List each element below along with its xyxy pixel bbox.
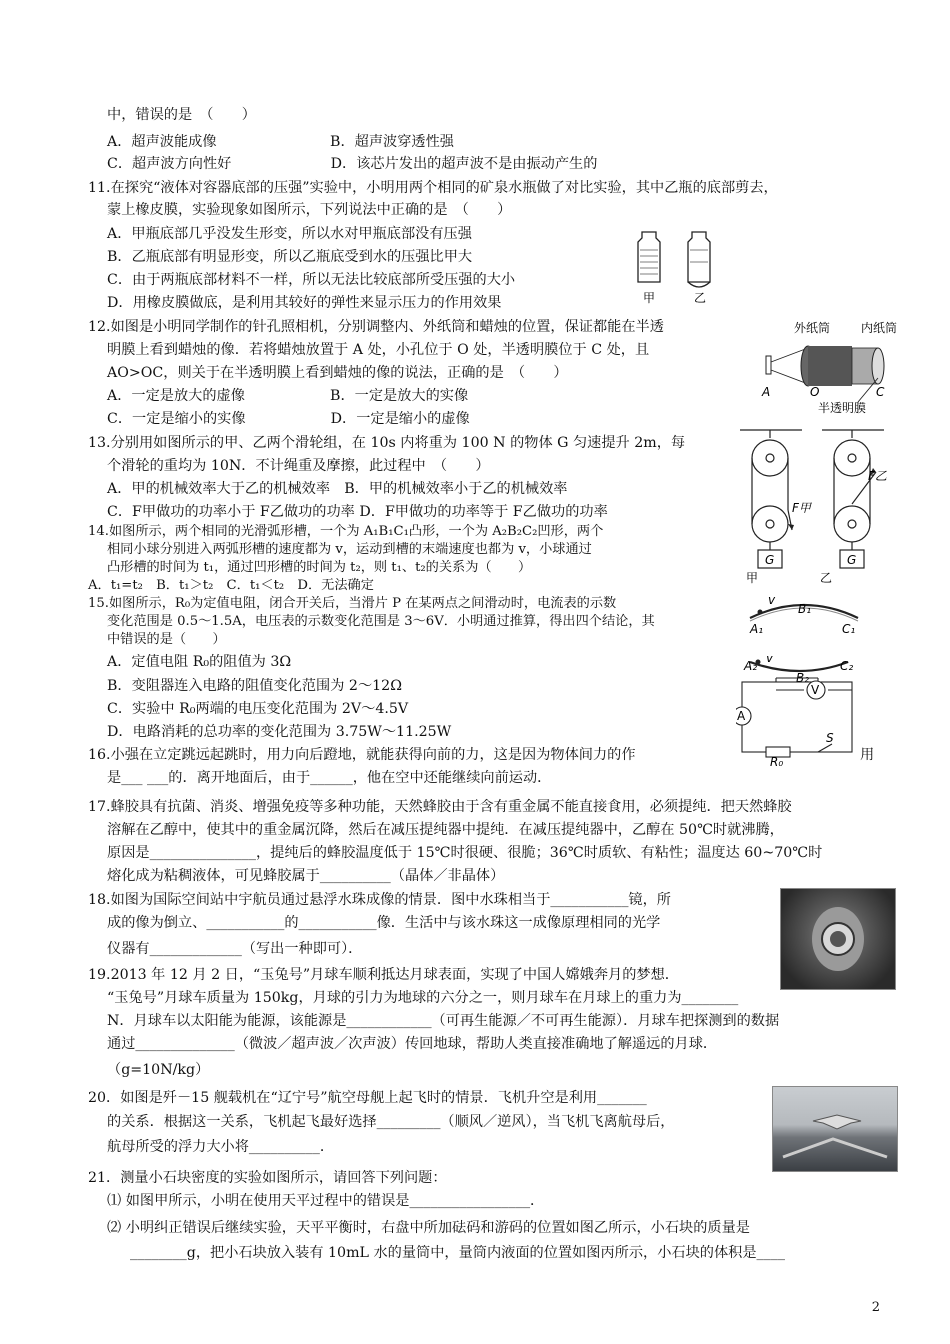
q15-option-d: D．电路消耗的总功率的变化范围为 3.75W～11.25W	[107, 724, 452, 740]
astronaut-water-sphere-photo	[780, 888, 896, 990]
q15-option-b: B．变阻器连入电路的阻值变化范围为 2～12Ω	[107, 678, 402, 694]
c1-label: C₁	[842, 622, 856, 636]
q14-options: A．t₁=t₂ B．t₁＞t₂ C．t₁＜t₂ D．无法确定	[88, 578, 374, 593]
circuit-figure	[736, 656, 866, 766]
membrane-label: 半透明膜	[818, 401, 867, 414]
weight-g-left: G	[765, 553, 775, 567]
pinhole-camera-figure	[758, 318, 928, 414]
a1-label: A₁	[750, 622, 764, 636]
point-c-label: C	[876, 385, 885, 399]
q11-option-d: D．用橡皮膜做底，是利用其较好的弹性来显示压力的作用效果	[107, 295, 502, 311]
bottles-figure	[632, 226, 732, 306]
q12-options-cd: C．一定是缩小的实像 D．一定是缩小的虚像	[107, 411, 470, 427]
q19-stem: 19.2013 年 12 月 2 日，“玉兔号”月球车顺利抵达月球表面，实现了中国人嫦娥奔月的梦想．	[88, 967, 679, 983]
q17-stem-cont3: 熔化成为粘稠液体，可见蜂胶属于__________（晶体／非晶体）	[107, 868, 505, 884]
q12-stem-cont: 明膜上看到蜡烛的像．若将蜡烛放置于 A 处，小孔位于 O 处，半透明膜位于 C 处，且	[107, 342, 650, 358]
ammeter-label: A	[737, 709, 746, 723]
q13-options-cd: C．F甲做功的功率小于 F乙做功的功率 D．F甲做功的功率等于 F乙做功的功率	[107, 504, 608, 520]
q19-stem-cont: “玉兔号”月球车质量为 150kg，月球的引力为地球的六分之一，则月球车在月球上的重力为________	[107, 990, 739, 1006]
q14-stem: 14.如图所示，两个相同的光滑弧形槽，一个为 A₁B₁C₁凸形，一个为 A₂B₂C₂凹形，两个	[88, 524, 604, 539]
q12-stem-cont2: AO>OC，则关于在半透明膜上看到蜡烛的像的说法，正确的是 （ ）	[107, 365, 568, 381]
q21-part2-cont: ________g，把小石块放入装有 10mL 水的量筒中，量筒内液面的位置如图丙所示，小石块的体积是____	[130, 1245, 785, 1261]
circuit-drawing	[736, 656, 866, 766]
force-jia-label: F甲	[792, 501, 811, 515]
q15-option-c: C．实验中 R₀两端的电压变化范围为 2V～4.5V	[107, 701, 409, 717]
outer-tube-label: 外纸筒	[794, 321, 831, 335]
q13-options-ab: A．甲的机械效率大于乙的机械效率 B．甲的机械效率小于乙的机械效率	[107, 481, 568, 497]
page-number: 2	[871, 1300, 880, 1315]
q15-stem-cont: 变化范围是 0.5～1.5A，电压表的示数变化范围是 3～6V．小明通过推算，得出四个结论，其	[107, 614, 655, 629]
q21-stem: 21．测量小石块密度的实验如图所示，请回答下列问题：	[88, 1170, 447, 1186]
b2-label: B₂	[796, 671, 810, 685]
q13-stem: 13.分别用如图所示的甲、乙两个滑轮组，在 10s 内将重为 100 N 的物体 G 匀速提升 2m，每	[88, 435, 686, 451]
q16-stem-tail: 用	[860, 747, 875, 763]
q18-stem: 18.如图为国际空间站中宇航员通过悬浮水珠成像的情景．图中水珠相当于___________镜，所	[88, 892, 671, 908]
inner-tube-label: 内纸筒	[861, 321, 898, 335]
q19-unit-note: （g=10N/kg）	[107, 1062, 210, 1078]
q12-stem: 12.如图是小明同学制作的针孔照相机，分别调整内、外纸筒和蜡烛的位置，保证都能在半透	[88, 319, 664, 335]
astronaut-face-drawing	[781, 889, 895, 989]
q17-stem-cont: 溶解在乙醇中，使其中的重金属沉降，然后在减压提纯器中提纯．在减压提纯器中，乙醇在 50℃时就沸腾，	[107, 822, 784, 838]
q14-stem-cont: 相同小球分别进入两弧形槽的速度都为 v，运动到槽的末端速度也都为 v，小球通过	[107, 542, 592, 557]
q20-stem: 20．如图是歼－15 舰载机在“辽宁号”航空母舰上起飞时的情景．飞机升空是利用_______	[88, 1090, 647, 1106]
voltmeter-label: V	[811, 683, 820, 697]
q15-stem: 15.如图所示，R₀为定值电阻，闭合开关后，当滑片 P 在某两点之间滑动时，电流表的示数	[88, 596, 617, 611]
bottle-yi-label: 乙	[694, 291, 707, 305]
carrier-aircraft-photo	[772, 1086, 898, 1172]
weight-g-right: G	[847, 553, 857, 567]
q18-stem-cont: 成的像为倒立、___________的___________像．生活中与该水珠这一成像原理相同的光学	[107, 915, 661, 931]
velocity-label-top: v	[768, 596, 776, 607]
q14-stem-cont2: 凸形槽的时间为 t₁，通过凹形槽的时间为 t₂，则 t₁、t₂的关系为（ ）	[107, 560, 532, 575]
bottles-drawing	[632, 226, 732, 306]
a2-label: A₂	[744, 659, 758, 673]
pulleys-drawing	[736, 424, 896, 584]
q11-option-c: C．由于两瓶底部材料不一样，所以无法比较底部所受压强的大小	[107, 272, 516, 288]
q17-stem-cont2: 原因是_______________，提纯后的蜂胶温度低于 15℃时很硬、很脆；36℃时质软、有粘性；温度达 60~70℃时	[107, 845, 823, 861]
q15-option-a: A．定值电阻 R₀的阻值为 3Ω	[107, 654, 292, 670]
q19-stem-cont2: N．月球车以太阳能为能源，该能源是____________（可再生能源／不可再生能源）．月球车把探测到的数据	[107, 1013, 780, 1029]
q11-stem: 11.在探究“液体对容器底部的压强”实验中，小明用两个相同的矿泉水瓶做了对比实验，其中乙瓶的底部剪去，	[88, 180, 778, 196]
q20-stem-cont: 的关系．根据这一关系，飞机起飞最好选择_________（顺风／逆风），当飞机飞离航母后，	[107, 1114, 675, 1130]
r0-label: R₀	[770, 755, 784, 766]
force-yi-label: F乙	[868, 469, 887, 483]
carrier-deck-drawing	[773, 1087, 897, 1171]
q11-option-b: B．乙瓶底部有明显形变，所以乙瓶底受到水的压强比甲大	[107, 249, 473, 265]
point-a-label: A	[762, 385, 771, 399]
pulleys-figure	[736, 424, 896, 584]
q21-part1: ⑴ 如图甲所示，小明在使用天平过程中的错误是_________________．	[107, 1193, 545, 1209]
point-o-label: O	[810, 385, 820, 399]
pulley-yi-label: 乙	[820, 571, 833, 584]
q15-stem-cont2: 中错误的是（ ）	[107, 632, 226, 647]
q21-part2: ⑵ 小明纠正错误后继续实验，天平平衡时，右盘中所加砝码和游码的位置如图乙所示，小石块的质量是	[107, 1220, 750, 1236]
q11-stem-cont: 蒙上橡皮膜，实验现象如图所示，下列说法中正确的是 （ ）	[107, 202, 512, 218]
switch-label: S	[826, 731, 834, 745]
q12-options-ab: A．一定是放大的虚像 B．一定是放大的实像	[107, 388, 469, 404]
q10-options-cd: C．超声波方向性好 D．该芯片发出的超声波不是由振动产生的	[107, 156, 598, 172]
pinhole-camera-drawing	[758, 318, 928, 414]
c2-label: C₂	[840, 659, 854, 673]
q13-stem-cont: 个滑轮的重均为 10N．不计绳重及摩擦，此过程中 （ ）	[107, 458, 490, 474]
q20-stem-cont2: 航母所受的浮力大小将__________．	[107, 1139, 335, 1155]
convex-groove-figure	[748, 596, 860, 636]
q16-stem: 16.小强在立定跳远起跳时，用力向后蹬地，就能获得向前的力，这是因为物体间力的作	[88, 747, 636, 763]
pulley-jia-label: 甲	[746, 571, 759, 584]
q11-option-a: A．甲瓶底部几乎没发生形变，所以水对甲瓶底部没有压强	[107, 226, 472, 242]
convex-groove-drawing	[748, 596, 860, 636]
velocity-label-bottom: v	[766, 656, 774, 665]
q19-stem-cont3: 通过______________（微波／超声波／次声波）传回地球，帮助人类直接准确地了解遥远的月球．	[107, 1036, 718, 1052]
q10-options-ab: A．超声波能成像 B．超声波穿透性强	[107, 134, 454, 150]
bottle-jia-label: 甲	[643, 291, 656, 305]
q16-blanks: 是___ ___的．离开地面后，由于______，他在空中还能继续向前运动．	[107, 770, 552, 786]
b1-label: B₁	[798, 602, 812, 616]
q10-stem-end: 中，错误的是 （ ）	[107, 107, 256, 123]
q18-stem-cont2: 仪器有_____________（写出一种即可）．	[107, 941, 363, 957]
q17-stem: 17.蜂胶具有抗菌、消炎、增强免疫等多种功能，天然蜂胶由于含有重金属不能直接食用，必须提纯．把天然蜂胶	[88, 799, 792, 815]
